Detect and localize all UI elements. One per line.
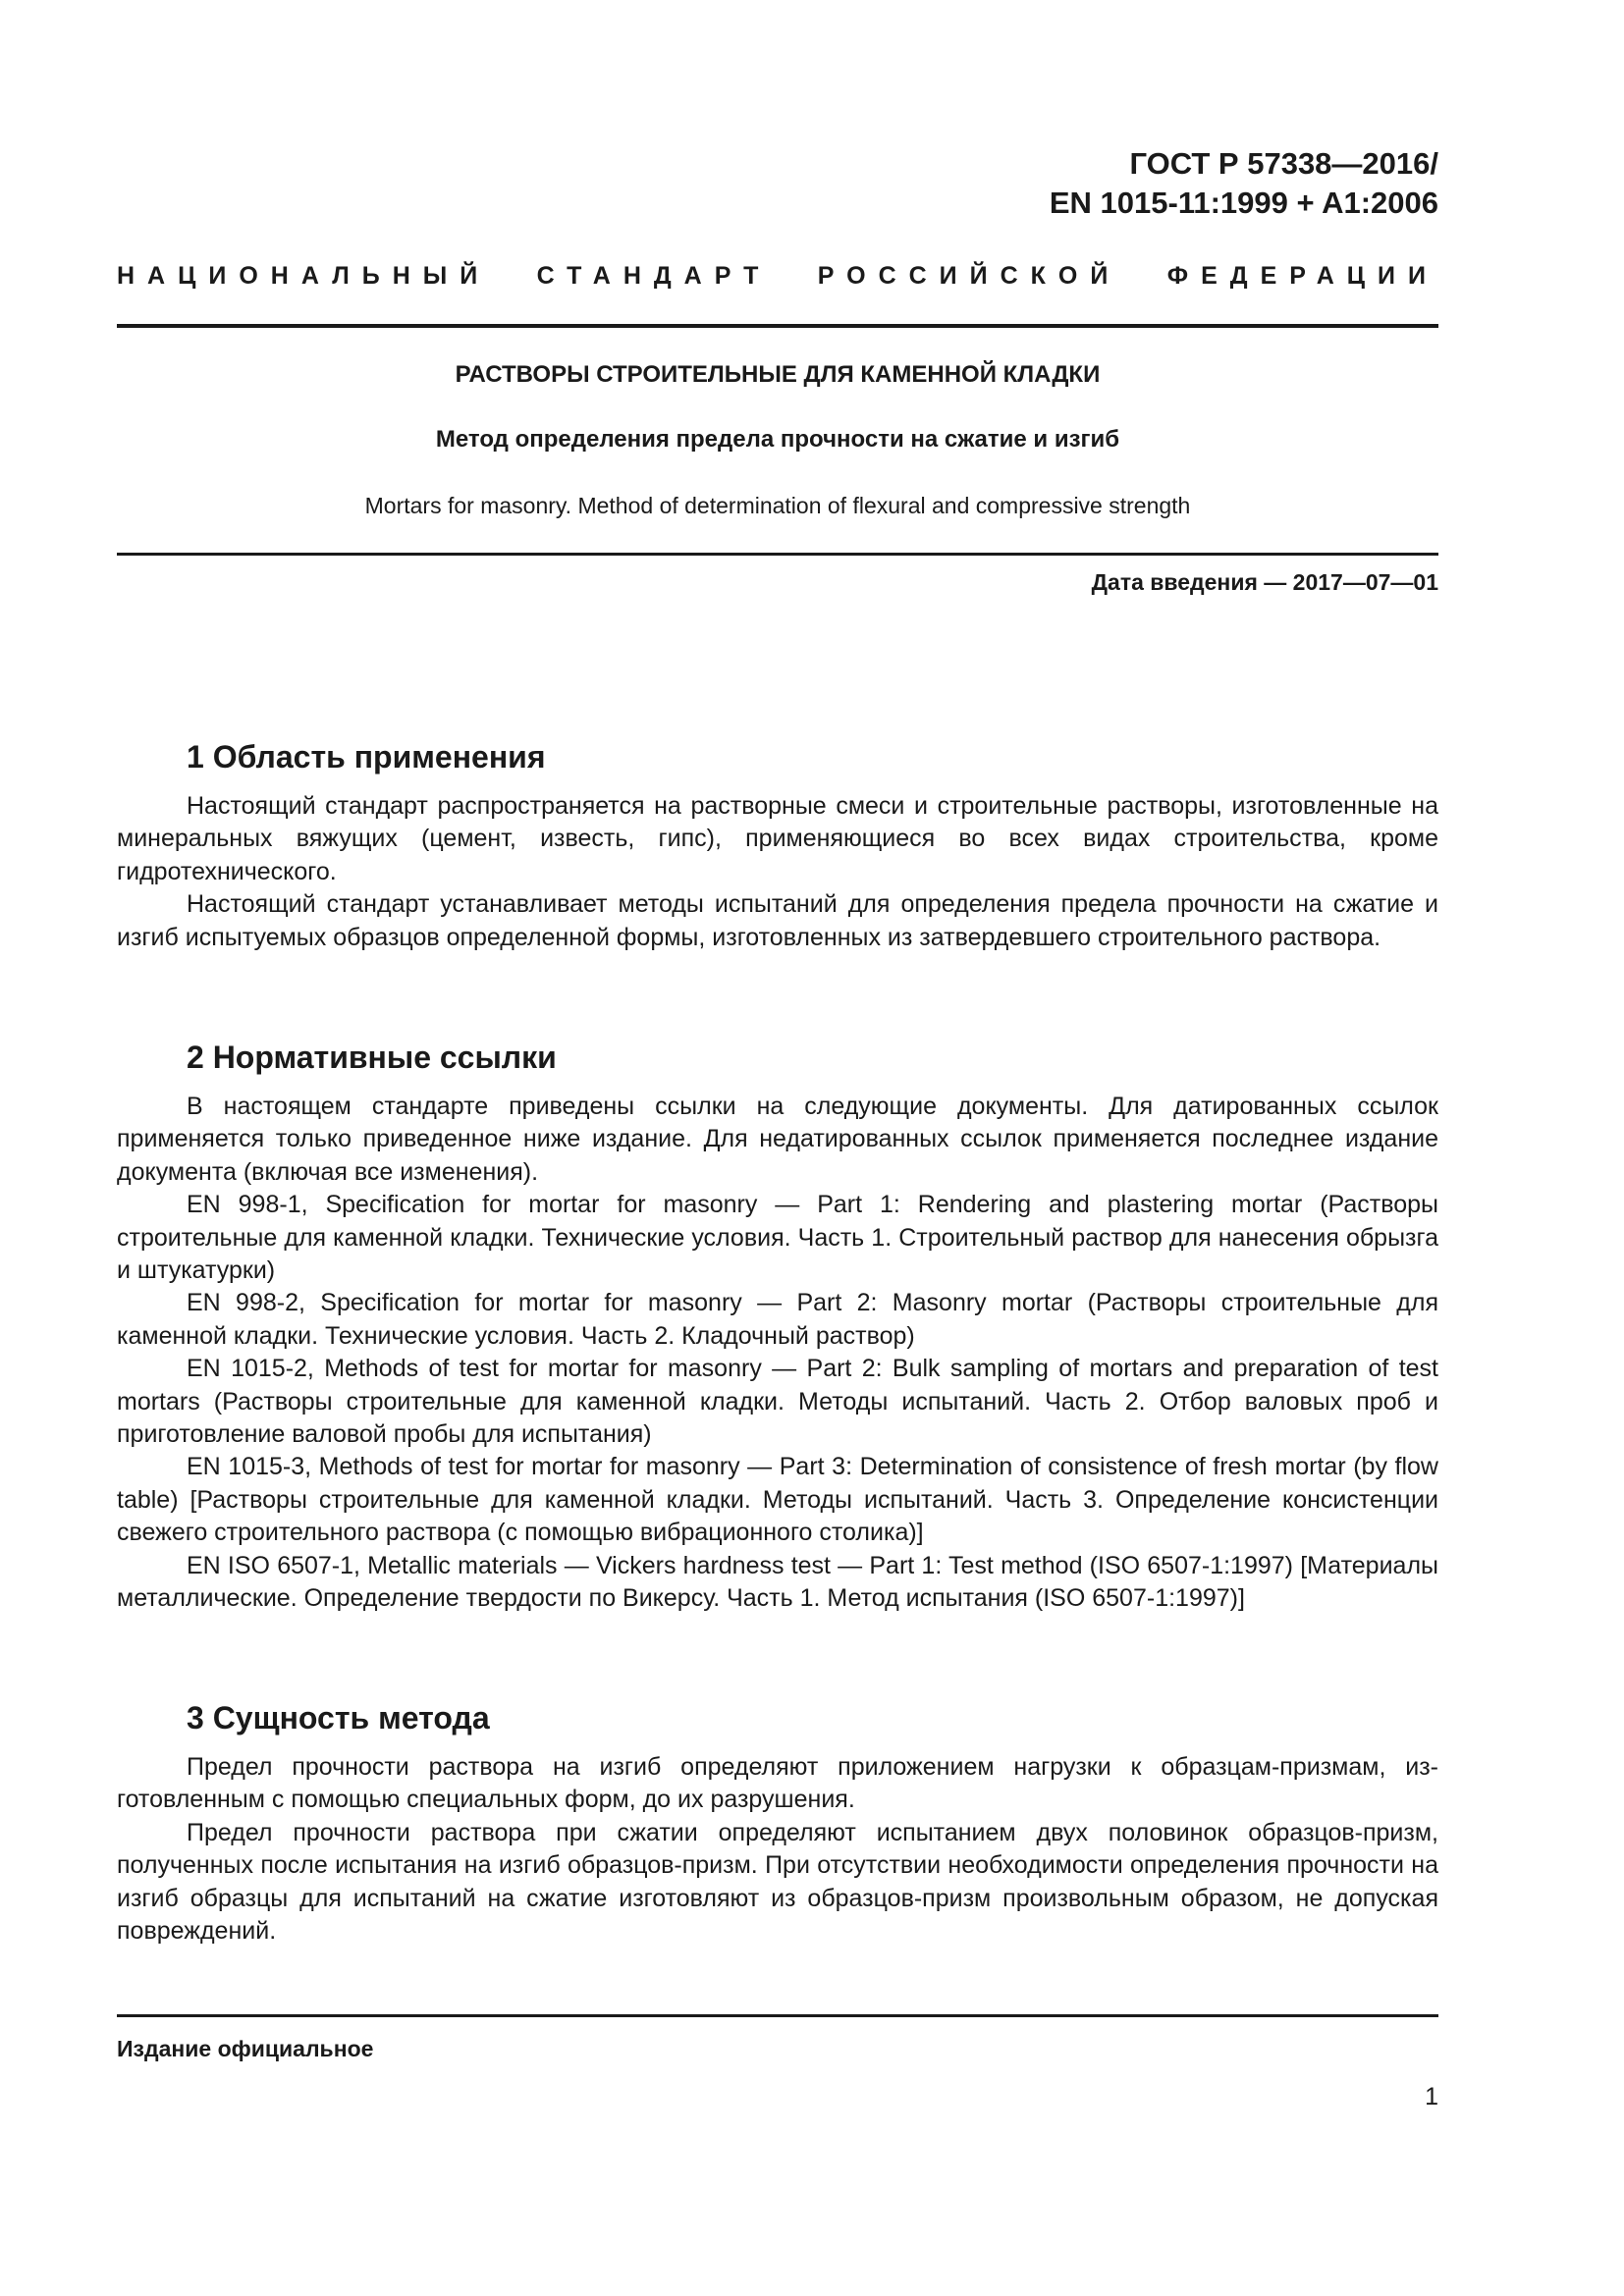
paragraph: В настоящем стандарте приведены ссылки на следующие документы. Для датированных ссылок применяется только приведенное ниже издание. Для недатированных ссылок применяется последнее издание документа (включая все изменения).	[117, 1093, 1438, 1186]
paragraph: Настоящий стандарт устанавливает методы испытаний для определения предела прочности на сжатие и изгиб испытуемых образцов определенной формы, изготовленных из затвердевшего строительного раствора.	[117, 890, 1438, 951]
reference-item: EN ISO 6507-1, Metallic materials — Vickers hardness test — Part 1: Test method (ISO 6507-1:1997) [Материалы металлические. Определение твердости по Викерсу. Часть 1. Метод испытания (ISO 6507-1:1997)]	[117, 1551, 1438, 1613]
official-edition-label: Издание официальное	[117, 2036, 374, 2061]
paragraph: Предел прочности раствора при сжатии определяют испытанием двух половинок образцов-призм, полученных после испытания на изгиб образцов-призм. При отсутствии необходимости определения прочности на изгиб образцы для испытаний на сжатие изготовляют из образцов-призм произвольным образом, не допуская повреждений.	[117, 1818, 1438, 1946]
reference-item: EN 998-1, Specification for mortar for masonry — Part 1: Rendering and plastering mortar (Растворы строительные для каменной кладки. Технические условия. Часть 1. Строительный раствор для нанесения обрызга и штукатурки)	[117, 1191, 1438, 1285]
section-normative-references	[117, 1038, 1438, 1616]
reference-item: EN 1015-3, Methods of test for mortar for masonry — Part 3: Determination of consistence of fresh mortar (by flow table) [Растворы строительные для каменной кладки. Методы испытаний. Часть 3. Определение консистенции свежего строительного раствора (с помощью вибрационного столика)]	[117, 1453, 1438, 1547]
document-subtitle: Метод определения предела прочности на сжатие и изгиб	[435, 426, 1120, 453]
document-title: РАСТВОРЫ СТРОИТЕЛЬНЫЕ ДЛЯ КАМЕННОЙ КЛАДКИ	[455, 361, 1101, 388]
page-number: 1	[1425, 2083, 1438, 2110]
section-heading: 2 Нормативные ссылки	[187, 1040, 557, 1075]
header-rule	[117, 324, 1438, 328]
title-rule	[117, 553, 1438, 556]
document-number-line-1: ГОСТ Р 57338—2016/	[1129, 146, 1438, 181]
reference-item: EN 998-2, Specification for mortar for masonry — Part 2: Masonry mortar (Растворы строительные для каменной кладки. Технические условия. Часть 2. Кладочный раствор)	[117, 1289, 1438, 1350]
section-heading: 3 Сущность метода	[187, 1700, 490, 1735]
document-page	[117, 0, 1438, 2296]
reference-item: EN 1015-2, Methods of test for mortar for masonry — Part 2: Bulk sampling of mortars and preparation of test mortars (Растворы строительные для каменной кладки. Методы испытаний. Часть 2. Отбор валовых проб и приготовление валовой пробы для испытания)	[117, 1355, 1438, 1449]
introduction-date: Дата введения — 2017—07—01	[1091, 569, 1438, 595]
paragraph: Предел прочности раствора на изгиб определяют приложением нагрузки к образцам-призмам, изготовленным с помощью специальных форм, до их разрушения.	[117, 1753, 1438, 1814]
footer-rule	[117, 2014, 1438, 2017]
national-standard-banner: НАЦИОНАЛЬНЫЙ СТАНДАРТ РОССИЙСКОЙ ФЕДЕРАЦИИ	[117, 262, 1438, 290]
section-scope	[117, 737, 1438, 954]
paragraph: Настоящий стандарт распространяется на растворные смеси и строительные растворы, изготовленные на минеральных вяжущих (цемент, известь, гипс), применяющиеся во всех видах строительства, кроме гидротехнического.	[117, 792, 1438, 885]
document-title-english: Mortars for masonry. Method of determination of flexural and compressive strength	[364, 493, 1191, 518]
document-number-line-2: EN 1015-11:1999 + A1:2006	[1049, 186, 1438, 220]
section-heading: 1 Область применения	[187, 739, 546, 774]
document-number	[1050, 144, 1438, 223]
section-method-essence	[117, 1698, 1438, 1948]
